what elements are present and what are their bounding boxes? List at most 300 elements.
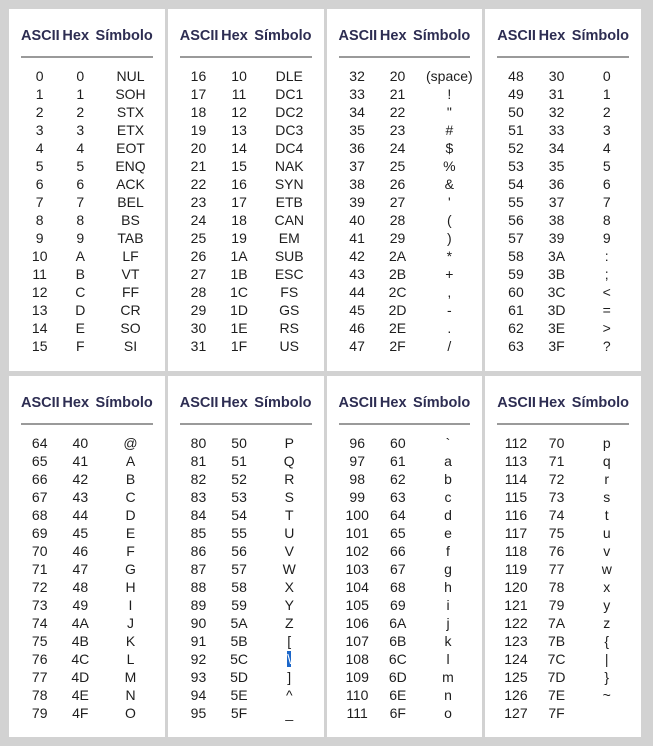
ascii-code: 50	[508, 104, 524, 120]
table-row	[9, 103, 165, 121]
hex-code: 6A	[389, 614, 407, 631]
ascii-code: 127	[504, 704, 528, 721]
ascii-code: 60	[508, 284, 524, 300]
symbol: ,	[447, 284, 452, 300]
table-row	[168, 686, 324, 704]
symbol: CR	[120, 302, 141, 318]
hex-code: 38	[548, 212, 565, 228]
hex-code: 39	[548, 230, 565, 246]
table-row	[327, 319, 483, 337]
symbol: k	[444, 632, 452, 649]
symbol: ?	[602, 338, 611, 354]
hex-code: 2B	[388, 266, 407, 282]
hex-code: 4B	[71, 632, 89, 649]
ascii-code: 86	[190, 542, 207, 559]
symbol: b	[444, 470, 452, 487]
symbol: h	[444, 578, 452, 595]
ascii-code: 75	[31, 632, 48, 649]
symbol: SOH	[115, 86, 146, 102]
ascii-code: 39	[349, 194, 365, 210]
ascii-code: 17	[190, 86, 207, 102]
table-row	[485, 560, 641, 578]
symbol: _	[285, 704, 294, 721]
ascii-code: 3	[35, 122, 44, 138]
table-row	[485, 668, 641, 686]
table-row	[168, 121, 324, 139]
hex-code: 58	[231, 578, 247, 595]
rows	[168, 67, 324, 355]
ascii-code: 69	[31, 524, 48, 541]
ascii-code: 9	[35, 230, 44, 246]
header-symbol: Símbolo	[254, 28, 312, 44]
table-row	[327, 283, 483, 301]
symbol: .	[447, 320, 452, 336]
hex-code: 5B	[230, 632, 248, 649]
hex-code: 7D	[547, 668, 566, 685]
ascii-code: 34	[349, 104, 365, 120]
symbol: Y	[284, 596, 294, 613]
hex-code: 78	[548, 578, 565, 595]
table-row	[9, 560, 165, 578]
ascii-code: 4	[35, 140, 44, 156]
symbol: 7	[602, 194, 611, 210]
ascii-code: 79	[31, 704, 48, 721]
table-row	[9, 488, 165, 506]
symbol: 4	[602, 140, 611, 156]
hex-code: 77	[548, 560, 565, 577]
table-row	[485, 157, 641, 175]
ascii-code: 125	[504, 668, 528, 685]
table-row	[485, 301, 641, 319]
table-row	[485, 650, 641, 668]
table-row	[9, 686, 165, 704]
ascii-code: 44	[349, 284, 365, 300]
ascii-code: 116	[504, 506, 528, 523]
ascii-code: 109	[345, 668, 369, 685]
header-hex: Hex	[379, 28, 407, 44]
hex-code: 35	[548, 158, 565, 174]
column-header	[180, 395, 312, 425]
table-row	[327, 337, 483, 355]
table-row	[9, 247, 165, 265]
ascii-code: 10	[31, 248, 48, 264]
ascii-code: 48	[508, 68, 524, 84]
symbol: T	[284, 506, 294, 523]
hex-code: 3E	[548, 320, 566, 336]
table-row	[9, 229, 165, 247]
table-row	[485, 337, 641, 355]
symbol: 3	[602, 122, 611, 138]
ascii-code: 43	[349, 266, 365, 282]
table-row	[168, 704, 324, 722]
ascii-code: 101	[345, 524, 369, 541]
hex-code: 33	[548, 122, 565, 138]
symbol: :	[604, 248, 609, 264]
hex-code: 10	[231, 68, 247, 84]
ascii-code: 5	[35, 158, 44, 174]
symbol: w	[601, 560, 612, 577]
hex-code: 3D	[547, 302, 566, 318]
symbol: SI	[123, 338, 138, 354]
selected-text[interactable]: \	[287, 650, 292, 667]
ascii-code: 114	[504, 470, 528, 487]
ascii-code: 123	[504, 632, 528, 649]
hex-code: 14	[231, 140, 247, 156]
table-row	[168, 229, 324, 247]
table-row	[168, 265, 324, 283]
table-row	[168, 337, 324, 355]
symbol: N	[125, 686, 136, 703]
header-symbol: Símbolo	[571, 394, 629, 411]
ascii-code: 27	[190, 266, 207, 282]
symbol: B	[125, 470, 136, 487]
ascii-code: 82	[190, 470, 207, 487]
ascii-code: 8	[35, 212, 44, 228]
table-row	[327, 524, 483, 542]
ascii-code: 119	[504, 560, 528, 577]
hex-code: 1E	[230, 320, 248, 336]
header-symbol: Símbolo	[95, 394, 153, 411]
table-row	[9, 632, 165, 650]
symbol: 2	[602, 104, 611, 120]
ascii-code: 80	[190, 434, 207, 451]
ascii-code: 59	[508, 266, 524, 282]
symbol: u	[602, 524, 611, 541]
ascii-code: 124	[504, 650, 528, 667]
ascii-panel	[9, 9, 165, 371]
rows	[327, 67, 483, 355]
hex-code: 63	[390, 488, 406, 505]
hex-code: 7A	[548, 614, 566, 631]
hex-code: 6F	[389, 704, 406, 721]
table-row	[168, 542, 324, 560]
ascii-table-grid	[9, 9, 641, 737]
hex-code: 72	[548, 470, 565, 487]
symbol: 5	[602, 158, 611, 174]
table-row	[168, 175, 324, 193]
ascii-code: 89	[190, 596, 207, 613]
header-ascii: ASCII	[497, 394, 536, 411]
hex-code: 49	[72, 596, 89, 613]
header-ascii: ASCII	[179, 28, 219, 44]
table-row	[327, 470, 483, 488]
table-row	[9, 265, 165, 283]
ascii-code: 38	[349, 176, 365, 192]
table-row	[327, 542, 483, 560]
ascii-code: 78	[31, 686, 48, 703]
symbol: ETB	[275, 194, 303, 210]
header-ascii: ASCII	[179, 394, 219, 411]
ascii-panel	[327, 376, 483, 738]
hex-code: 11	[231, 86, 247, 102]
symbol: EM	[278, 230, 300, 246]
ascii-code: 46	[349, 320, 365, 336]
ascii-code: 51	[508, 122, 524, 138]
ascii-code: 24	[190, 212, 207, 228]
hex-code: F	[76, 338, 85, 354]
ascii-code: 94	[190, 686, 207, 703]
ascii-code: 100	[345, 506, 369, 523]
rows	[485, 67, 641, 355]
table-row	[485, 121, 641, 139]
symbol: +	[445, 266, 454, 282]
table-row	[485, 229, 641, 247]
hex-code: 7F	[548, 704, 565, 721]
table-row	[327, 452, 483, 470]
symbol: GS	[279, 302, 300, 318]
symbol: <	[602, 284, 611, 300]
symbol: %	[443, 158, 456, 174]
hex-code: 6D	[388, 668, 407, 685]
ascii-code: 35	[349, 122, 365, 138]
table-row	[485, 265, 641, 283]
table-row	[9, 596, 165, 614]
ascii-code: 108	[345, 650, 369, 667]
symbol: >	[602, 320, 611, 336]
symbol: K	[125, 632, 136, 649]
hex-code: 69	[390, 596, 406, 613]
hex-code: 17	[231, 194, 247, 210]
hex-code: 2F	[389, 338, 406, 354]
column-header	[339, 28, 471, 58]
table-row	[168, 524, 324, 542]
ascii-code: 22	[190, 176, 207, 192]
symbol: FS	[280, 284, 299, 300]
symbol: J	[127, 614, 134, 631]
table-row	[327, 175, 483, 193]
hex-code: 7	[76, 194, 85, 210]
table-row	[327, 157, 483, 175]
table-row	[327, 560, 483, 578]
symbol: z	[603, 614, 611, 631]
rows	[168, 434, 324, 722]
symbol: ESC	[274, 266, 304, 282]
ascii-code: 63	[508, 338, 524, 354]
symbol: y	[603, 596, 611, 613]
hex-code: 76	[548, 542, 565, 559]
symbol: H	[125, 578, 136, 595]
symbol: )	[447, 230, 452, 246]
header-symbol: Símbolo	[95, 28, 153, 44]
table-row	[485, 596, 641, 614]
ascii-code: 90	[190, 614, 207, 631]
ascii-code: 102	[345, 542, 369, 559]
ascii-panel	[168, 9, 324, 371]
table-row	[168, 470, 324, 488]
symbol: ~	[602, 686, 611, 703]
symbol: &	[444, 176, 455, 192]
ascii-code: 37	[349, 158, 365, 174]
symbol: s	[603, 488, 611, 505]
hex-code: 59	[231, 596, 247, 613]
symbol: m	[442, 668, 454, 685]
symbol: =	[602, 302, 611, 318]
hex-code: 7E	[548, 686, 566, 703]
hex-code: A	[75, 248, 85, 264]
table-row	[168, 650, 324, 668]
hex-code: 1D	[230, 302, 249, 318]
table-row	[327, 103, 483, 121]
ascii-code: 96	[349, 434, 365, 451]
ascii-code: 57	[508, 230, 524, 246]
ascii-code: 105	[345, 596, 369, 613]
hex-code: 47	[72, 560, 89, 577]
table-row	[168, 668, 324, 686]
ascii-code: 98	[349, 470, 365, 487]
ascii-code: 29	[190, 302, 207, 318]
rows	[327, 434, 483, 722]
table-row	[9, 506, 165, 524]
symbol: r	[604, 470, 610, 487]
symbol: NAK	[274, 158, 304, 174]
symbol: q	[602, 452, 611, 469]
column-header	[339, 395, 471, 425]
table-row	[168, 193, 324, 211]
table-row	[9, 614, 165, 632]
symbol: U	[284, 524, 295, 541]
ascii-code: 20	[190, 140, 207, 156]
table-row	[485, 506, 641, 524]
table-row	[327, 193, 483, 211]
rows	[9, 67, 165, 355]
table-row	[168, 319, 324, 337]
ascii-code: 112	[504, 434, 528, 451]
symbol: O	[125, 704, 136, 721]
ascii-code: 16	[190, 68, 207, 84]
symbol: SYN	[274, 176, 304, 192]
table-row	[327, 85, 483, 103]
symbol: "	[446, 104, 452, 120]
table-row	[9, 704, 165, 722]
hex-code: 55	[231, 524, 247, 541]
table-row	[485, 175, 641, 193]
table-row	[9, 668, 165, 686]
hex-code: 22	[389, 104, 406, 120]
table-row	[485, 319, 641, 337]
symbol: l	[446, 650, 450, 667]
symbol: ^	[285, 686, 293, 703]
ascii-code: 70	[31, 542, 48, 559]
ascii-code: 65	[31, 452, 48, 469]
hex-code: 6	[76, 176, 85, 192]
hex-code: 7C	[547, 650, 566, 667]
ascii-code: 23	[190, 194, 207, 210]
ascii-code: 99	[349, 488, 365, 505]
hex-code: 2A	[388, 248, 407, 264]
ascii-code: 74	[31, 614, 48, 631]
table-row	[9, 121, 165, 139]
ascii-code: 107	[345, 632, 369, 649]
hex-code: 3	[76, 122, 85, 138]
symbol: DC2	[275, 104, 304, 120]
table-row	[9, 578, 165, 596]
hex-code: 64	[390, 506, 406, 523]
symbol: R	[284, 470, 295, 487]
hex-code: 42	[72, 470, 89, 487]
table-row	[168, 596, 324, 614]
hex-code: 5F	[230, 704, 248, 721]
table-row	[9, 542, 165, 560]
table-row	[485, 632, 641, 650]
hex-code: B	[75, 266, 85, 282]
hex-code: 6C	[388, 650, 407, 667]
hex-code: 4F	[72, 704, 89, 721]
symbol: ETX	[116, 122, 145, 138]
ascii-code: 47	[349, 338, 365, 354]
hex-code: 52	[231, 470, 247, 487]
table-row	[485, 67, 641, 85]
hex-code: 60	[390, 434, 406, 451]
symbol: a	[444, 452, 452, 469]
hex-code: 23	[389, 122, 406, 138]
symbol: ;	[604, 266, 609, 282]
table-row	[9, 524, 165, 542]
symbol: 8	[602, 212, 611, 228]
table-row	[168, 560, 324, 578]
symbol: STX	[116, 104, 145, 120]
hex-code: 48	[72, 578, 89, 595]
header-hex: Hex	[379, 394, 407, 411]
ascii-code: 33	[349, 86, 365, 102]
table-row	[327, 704, 483, 722]
hex-code: 26	[389, 176, 406, 192]
column-header	[180, 28, 312, 58]
symbol: SO	[120, 320, 141, 336]
ascii-panel	[9, 376, 165, 738]
hex-code: 53	[231, 488, 247, 505]
table-row	[9, 337, 165, 355]
symbol: f	[446, 542, 450, 559]
header-hex: Hex	[62, 394, 90, 411]
ascii-code: 15	[31, 338, 48, 354]
symbol: A	[125, 452, 136, 469]
ascii-code: 26	[190, 248, 207, 264]
table-row	[485, 542, 641, 560]
hex-code: 12	[231, 104, 247, 120]
symbol: C	[125, 488, 136, 505]
hex-code: 2C	[388, 284, 407, 300]
hex-code: 15	[231, 158, 247, 174]
hex-code: 61	[390, 452, 406, 469]
column-header	[21, 28, 153, 58]
ascii-code: 45	[349, 302, 365, 318]
table-row	[485, 686, 641, 704]
ascii-code: 2	[35, 104, 44, 120]
ascii-code: 92	[190, 650, 207, 667]
header-ascii: ASCII	[338, 28, 378, 44]
hex-code: 3F	[548, 338, 565, 354]
ascii-code: 52	[508, 140, 524, 156]
table-row	[168, 139, 324, 157]
table-row	[9, 175, 165, 193]
symbol: }	[604, 668, 610, 685]
hex-code: 40	[72, 434, 89, 451]
table-row	[168, 283, 324, 301]
ascii-code: 64	[31, 434, 48, 451]
symbol: x	[603, 578, 611, 595]
hex-code: D	[75, 302, 86, 318]
ascii-code: 42	[349, 248, 365, 264]
hex-code: 1	[76, 86, 85, 102]
table-row	[327, 650, 483, 668]
hex-code: 25	[389, 158, 406, 174]
symbol: (space)	[426, 68, 473, 84]
table-row	[485, 211, 641, 229]
ascii-code: 85	[190, 524, 207, 541]
hex-code: 71	[548, 452, 565, 469]
ascii-code: 67	[31, 488, 48, 505]
ascii-code: 11	[32, 266, 47, 282]
